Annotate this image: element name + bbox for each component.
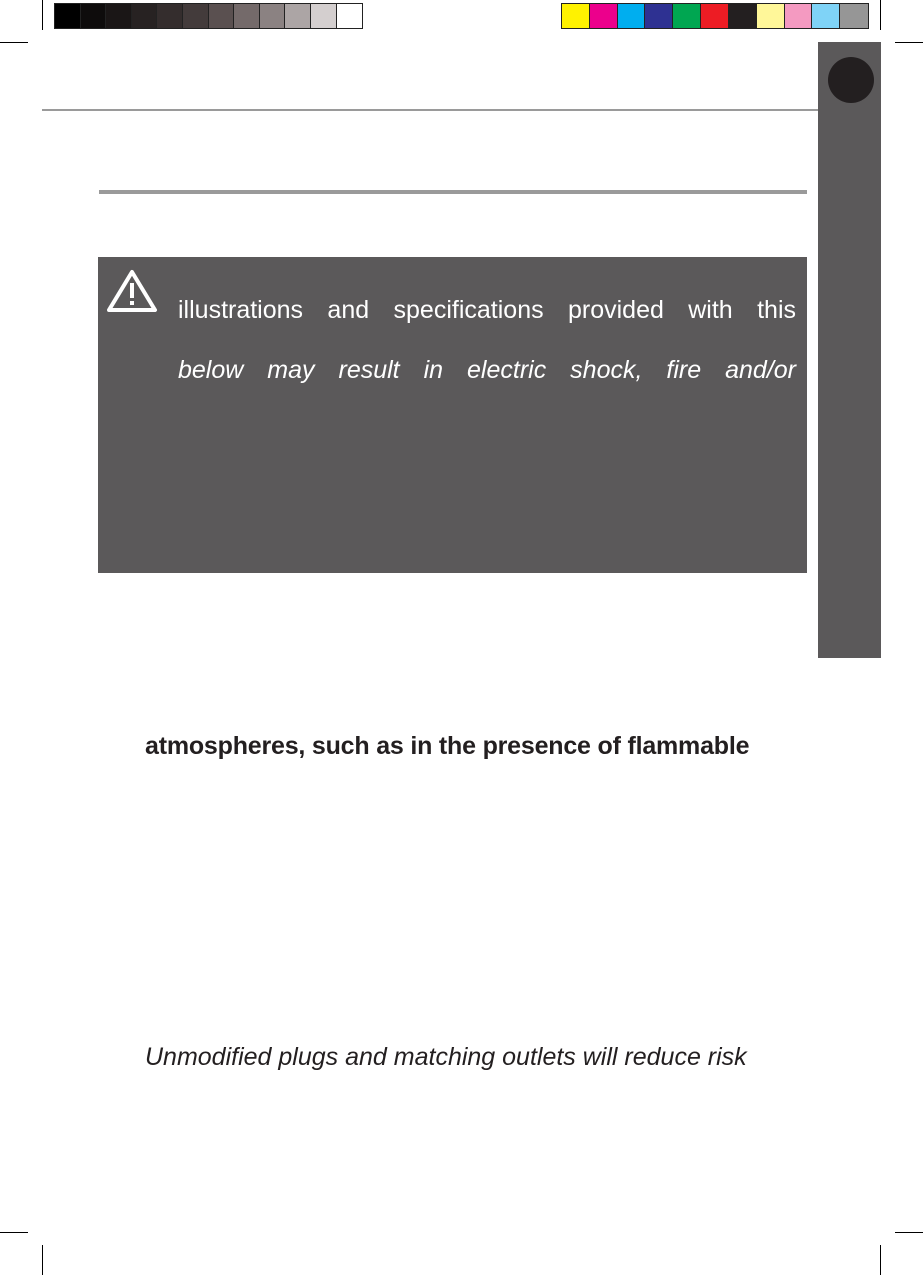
color-swatch (234, 4, 260, 28)
color-swatch (785, 4, 813, 28)
crop-mark (880, 0, 881, 30)
color-swatch (590, 4, 618, 28)
color-swatch (81, 4, 107, 28)
crop-mark (0, 42, 28, 43)
color-swatch (260, 4, 286, 28)
header-rule (42, 109, 818, 111)
body-text-line: Unmodified plugs and matching outlets will reduce risk (145, 1043, 747, 1071)
color-swatch (645, 4, 673, 28)
section-rule (99, 190, 807, 194)
color-swatch (285, 4, 311, 28)
crop-mark (880, 1245, 881, 1275)
color-swatch (729, 4, 757, 28)
color-swatch (132, 4, 158, 28)
color-swatch (183, 4, 209, 28)
crop-mark (895, 1232, 923, 1233)
color-swatch (106, 4, 132, 28)
color-swatch (209, 4, 235, 28)
crop-mark (0, 1232, 28, 1233)
crop-mark (42, 1245, 43, 1275)
crop-mark (895, 42, 923, 43)
color-swatch (840, 4, 868, 28)
body-text-line: atmospheres, such as in the presence of flammable (145, 732, 750, 760)
color-swatch (618, 4, 646, 28)
color-swatch (311, 4, 337, 28)
process-color-bar (561, 3, 869, 29)
warning-triangle-icon (106, 268, 158, 314)
grayscale-color-bar (54, 3, 363, 29)
color-swatch (701, 4, 729, 28)
warning-text-line: illustrations and specifications provided with this (178, 296, 796, 324)
crop-mark (42, 0, 43, 30)
color-swatch (562, 4, 590, 28)
color-swatch (55, 4, 81, 28)
color-swatch (757, 4, 785, 28)
color-swatch (812, 4, 840, 28)
color-swatch (337, 4, 363, 28)
side-tab-dot (828, 57, 874, 103)
color-swatch (673, 4, 701, 28)
color-swatch (157, 4, 183, 28)
side-tab (818, 42, 881, 658)
warning-text-line: below may result in electric shock, fire and/or (178, 356, 796, 384)
